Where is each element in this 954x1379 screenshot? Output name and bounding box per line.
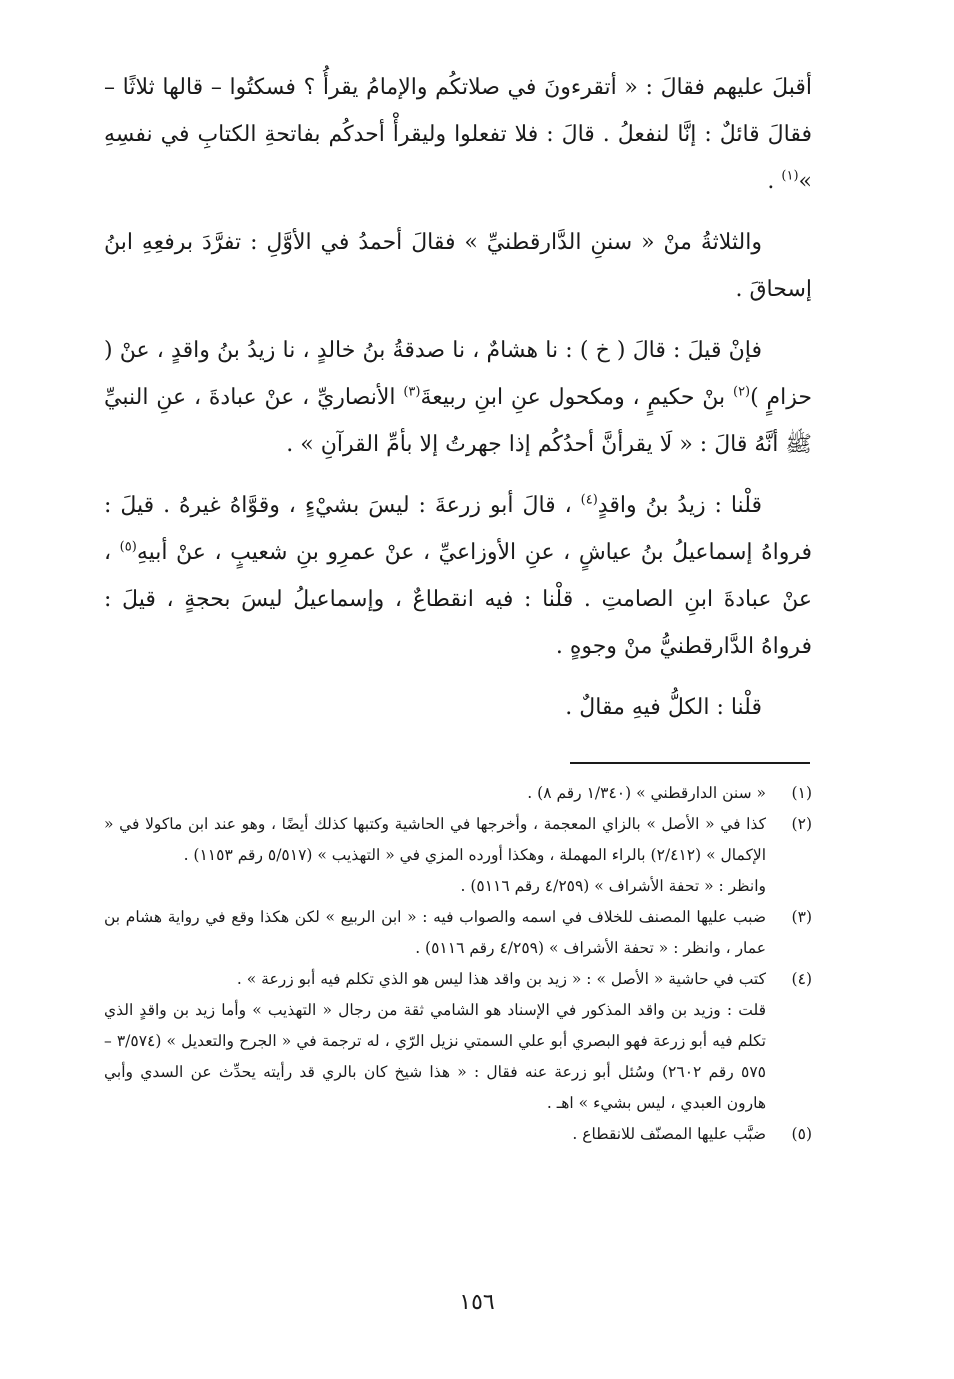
footnote: [104, 778, 812, 809]
footnote: [104, 902, 812, 964]
text-run: والثلاثةُ منْ « سننِ الدَّارقطنيِّ » فقالَ أحمدُ في الأوَّلِ : تفرَّدَ برفعِهِ ابنُ إسحاقَ .: [104, 230, 812, 302]
footnote-number: (٤): [791, 970, 812, 988]
footnote-marker: (٥): [119, 539, 137, 555]
footnote-number: (١): [791, 784, 812, 802]
footnote-body: [104, 809, 766, 902]
footnote-marker: (١): [781, 168, 799, 184]
footnote: [104, 1119, 812, 1150]
text-run: بنْ حكيمٍ ، ومكحول عنِ ابنِ ربيعةَ: [420, 385, 733, 410]
footnote-body: [104, 778, 766, 809]
text-run: فإنْ قيلَ : قالَ ( خ ) : نا هشامٌ ، نا صدقةُ بنُ خالدٍ ، نا زيدُ بنُ واقدٍ ، عنْ ( حزامٍ ): [104, 338, 812, 410]
footnote-text: كتب في حاشية « الأصل » : « زيد بن واقد هذا ليس هو الذي تكلم فيه أبو زرعة » .: [236, 970, 766, 988]
footnote-text: ضبب عليها المصنف للخلاف في اسمه والصواب فيه : « ابن الربيع » لكن هكذا وقع في رواية هشام بن عمار ، وانظر : « تحفة الأشراف » (٤/٢٥٩ رقم ٥١١٦) .: [104, 908, 766, 957]
text-run: .: [767, 169, 782, 194]
footnote-marker: (٤): [580, 492, 598, 508]
footnote-text: ضبَّب عليها المصنّف للانقطاع .: [572, 1125, 766, 1143]
footnote-number: (٢): [791, 815, 812, 833]
footnote-number: (٣): [791, 908, 812, 926]
text-run: الأنصاريِّ ، عنْ عبادةَ ، عنِ النبيِّ ﷺ أنَّهُ قالَ : « لَا يقرأنَّ أحدُكُم إذا جهرتُ إلا بأمِّ القرآنِ » .: [104, 385, 812, 457]
paragraph: [104, 327, 812, 468]
footnotes: [104, 778, 812, 1150]
text-run: أقبلَ عليهم فقالَ : « أتقرءونَ في صلاتكُم والإمامُ يقرأُ ؟ فسكتُوا – قالها ثلاثًا – فقالَ قائلٌ : إنَّا لنفعلُ . قالَ : فلا تفعلوا وليقرأْ أحدكُم بفاتحةِ الكتابِ في نفسِهِ »: [104, 75, 812, 194]
footnote-marker: (٣): [403, 384, 421, 400]
footnote-text: « سنن الدارقطني » (١/٣٤٠ رقم ٨) .: [527, 784, 766, 802]
footnote-number: (٥): [791, 1125, 812, 1143]
footnote-body: [104, 964, 766, 1119]
footnote-body: [104, 1119, 766, 1150]
footnote-text: قلت : وزيد بن واقد المذكور في الإسناد هو الشامي ثقة من رجال « التهذيب » وأما زيد بن واقدٍ الذي تكلم فيه أبو زرعة فهو البصري أبو علي السمتي نزيل الرّي ، له ترجمة في « الجرح والتعديل » (٣/٥٧٤ – ٥٧٥ رقم ٢٦٠٢) وسُئل أبو زرعة عنه فقال : « هذا شيخ كان بالري قد رأيته يحدِّث عن السدي وأبي هارون العبدي ، ليس بشيء » اهـ .: [104, 1001, 766, 1112]
footnote-body: [104, 902, 766, 964]
footnote-marker: (٢): [732, 384, 751, 400]
text-run: ، قالَ أبو زرعةَ : ليسَ بشيْءٍ ، وقوَّاهُ غيرهُ . قيلَ : فرواهُ إسماعيلُ بنُ عياشٍ ، عنِ الأوزاعيِّ ، عنْ عمرِو بنِ شعيبٍ ، عنْ أبيهِ: [104, 493, 812, 565]
text-run: قلْنا : الكلُّ فيهِ مقالٌ .: [565, 695, 762, 720]
footnote: [104, 964, 812, 1119]
footnote: [104, 809, 812, 902]
paragraph: [104, 64, 812, 205]
main-text: [104, 64, 812, 745]
text-run: قلْنا : زيدُ بنُ واقدٍ: [597, 493, 762, 518]
paragraph: [104, 219, 812, 313]
paragraph: [104, 684, 812, 731]
footnote-divider: [570, 762, 810, 764]
page-number: ١٥٦: [459, 1290, 495, 1315]
footnote-text: كذا في « الأصل » بالزاي المعجمة ، وأخرجها في الحاشية وكتبها كذلك أيضًا ، وهو عند ابن ماكولا في « الإكمال » (٢/٤١٢) بالراء المهملة ، وهكذا أورده المزي في « التهذيب » (٥/٥١٧ رقم ١١٥٣) .: [104, 815, 766, 864]
footnote-text: وانظر : « تحفة الأشراف » (٤/٢٥٩ رقم ٥١١٦) .: [460, 877, 766, 895]
paragraph: [104, 482, 812, 670]
text-run: ، عنْ عبادةَ ابنِ الصامتِ . قلْنا : فيه انقطاعٌ ، وإسماعيلُ ليسَ بحجةٍ ، قيلَ : فرواهُ الدَّارقطنيُّ منْ وجوهٍ .: [104, 540, 812, 659]
